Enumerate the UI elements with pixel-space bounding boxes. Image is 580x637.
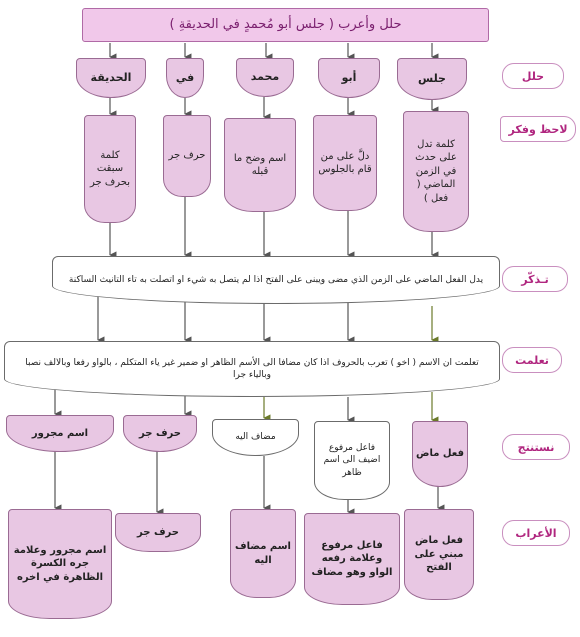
parsing-box-2: فاعل مرفوع وعلامة رفعه الواو وهو مضاف <box>304 513 400 605</box>
observation-box-5: كلمة سبقت بحرف جر <box>84 115 136 223</box>
observation-box-4: حرف جر <box>163 115 211 197</box>
learned-rule-box: تعلمت ان الاسم ( اخو ) تعرب بالحروف اذا كان مضافا الى الأسم الظاهر او ضمير غير ياء المتكلم ، بالواو رفعا وبالالف نصبا وبالياء جرا <box>4 341 500 397</box>
parsing-box-3: اسم مضاف اليه <box>230 509 296 598</box>
row-label-observe: لاحظ وفكر <box>500 116 576 142</box>
row-label-analyze: حلل <box>502 63 564 89</box>
word-box-hadiqa: الحديقة <box>76 58 146 98</box>
exercise-title <box>82 8 489 42</box>
observation-box-1: كلمة تدل على حدث في الزمن الماضي ( فعل ) <box>403 111 469 232</box>
conclusion-box-1: فعل ماض <box>412 421 468 487</box>
word-box-jalasa: جلس <box>397 58 467 100</box>
word-box-fi: في <box>166 58 204 98</box>
conclusion-box-2: فاعل مرفوع اضيف الى اسم ظاهر <box>314 421 390 500</box>
word-box-muhammad: محمد <box>236 58 294 97</box>
parsing-box-1: فعل ماض مبني على الفتح <box>404 509 474 600</box>
row-label-remember: تـذكّر <box>502 266 568 292</box>
row-label-learned: تعلمت <box>502 347 562 373</box>
conclusion-box-5: اسم مجرور <box>6 415 114 452</box>
observation-box-3: اسم وضح ما قبله <box>224 118 296 212</box>
conclusion-box-4: حرف جر <box>123 415 197 452</box>
exercise-title-text: حلل وأعرب ( جلس أبو مُحمدٍ في الحديقةِ ) <box>169 17 402 33</box>
parsing-box-4: حرف جر <box>115 513 201 552</box>
remember-rule-box: يدل الفعل الماضي على الزمن الذي مضى ويبنى على الفتح اذا لم يتصل به شيء او اتصلت به تاء التانيث الساكنة <box>52 256 500 304</box>
row-label-conclude: نستنتج <box>502 434 570 460</box>
word-box-abu: أبو <box>318 58 380 98</box>
parsing-box-5: اسم مجرور وعلامة جره الكسرة الظاهرة في اخره <box>8 509 112 619</box>
observation-box-2: دلَّ على من قام بالجلوس <box>313 115 377 211</box>
row-label-parse: الأعراب <box>502 520 570 546</box>
conclusion-box-3: مضاف اليه <box>212 419 299 456</box>
